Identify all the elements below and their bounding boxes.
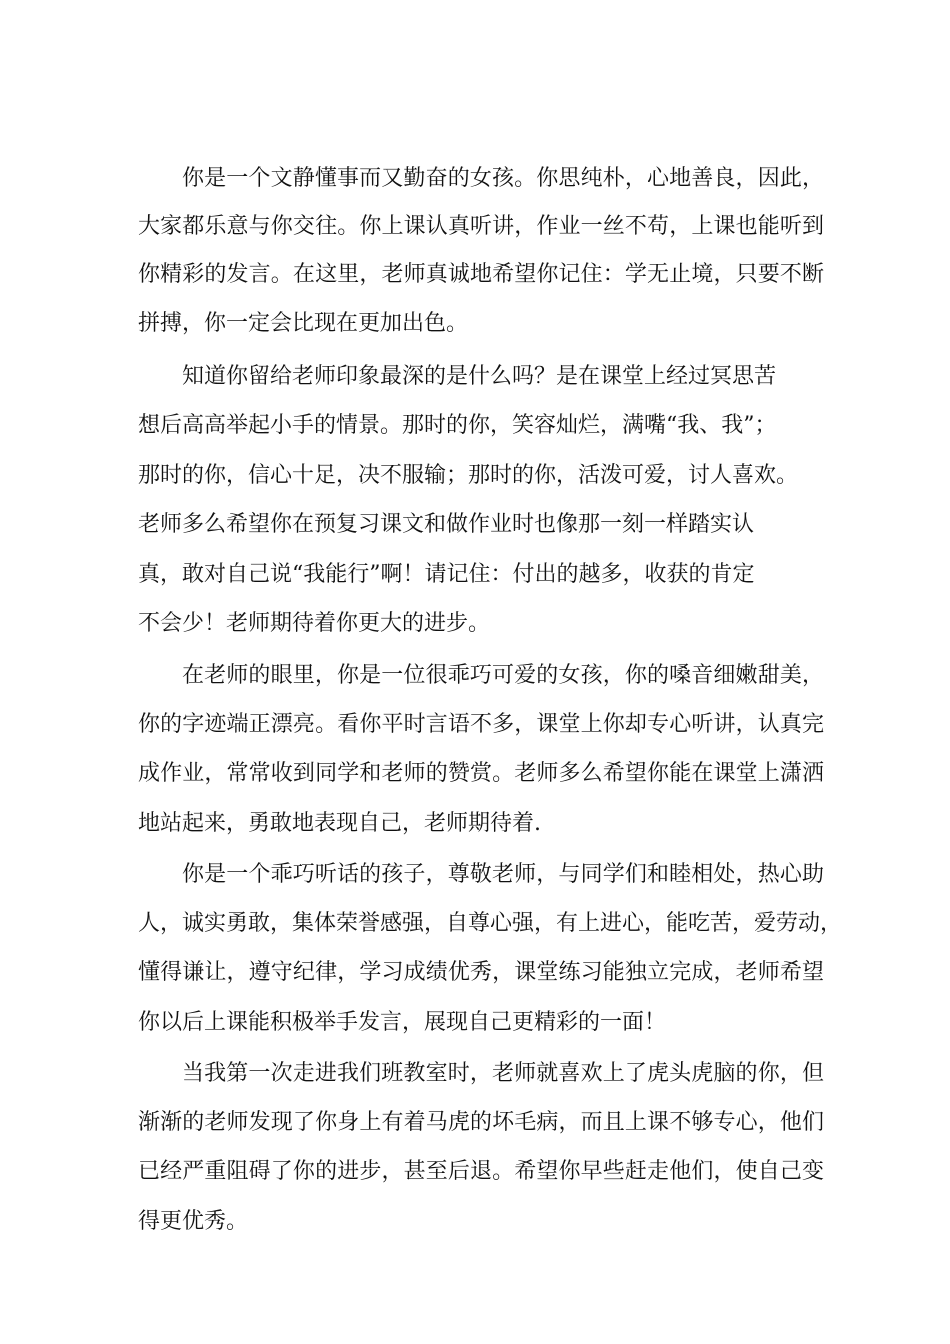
paragraph-line: 渐渐的老师发现了你身上有着马虎的坏毛病，而且上课不够专心，他们	[138, 1110, 824, 1135]
paragraph-line: 你精彩的发言。在这里，老师真诚地希望你记住：学无止境，只要不断	[138, 262, 824, 287]
paragraph-line: 知道你留给老师印象最深的是什么吗？是在课堂上经过冥思苦	[182, 364, 777, 389]
paragraph-line: 那时的你，信心十足，决不服输；那时的你，活泼可爱，讨人喜欢。	[138, 463, 799, 488]
paragraph-line: 当我第一次走进我们班教室时，老师就喜欢上了虎头虎脑的你，但	[182, 1061, 824, 1086]
paragraph-line: 不会少！老师期待着你更大的进步。	[138, 611, 491, 636]
paragraph-line: 你是一个文静懂事而又勤奋的女孩。你思纯朴，心地善良，因此，	[182, 166, 824, 191]
paragraph-line: 老师多么希望你在预复习课文和做作业时也像那一刻一样踏实认	[138, 512, 755, 537]
paragraph-line: 成作业，常常收到同学和老师的赞赏。老师多么希望你能在课堂上潇洒	[138, 761, 824, 786]
paragraph-line: 真，敢对自己说“我能行”啊！请记住：付出的越多，收获的肯定	[138, 562, 755, 587]
paragraph-line: 拼搏，你一定会比现在更加出色。	[138, 311, 469, 336]
paragraph-line: 得更优秀。	[138, 1209, 249, 1234]
paragraph-line: 在老师的眼里，你是一位很乖巧可爱的女孩，你的嗓音细嫩甜美，	[182, 663, 824, 688]
paragraph-line: 你是一个乖巧听话的孩子，尊敬老师，与同学们和睦相处，热心助	[182, 862, 824, 887]
paragraph-line: 大家都乐意与你交往。你上课认真听讲，作业一丝不苟，上课也能听到	[138, 214, 824, 239]
paragraph-line: 懂得谦让，遵守纪律，学习成绩优秀，课堂练习能独立完成，老师希望	[138, 960, 824, 985]
paragraph-line: 想后高高举起小手的情景。那时的你，笑容灿烂，满嘴“我、我”；	[138, 413, 777, 438]
paragraph-line: 你以后上课能积极举手发言，展现自己更精彩的一面！	[138, 1010, 667, 1035]
paragraph-line: 你的字迹端正漂亮。看你平时言语不多，课堂上你却专心听讲，认真完	[138, 712, 824, 737]
paragraph-line: 人，诚实勇敢，集体荣誉感强，自尊心强，有上进心，能吃苦，爱劳动，	[138, 911, 843, 936]
paragraph-line: 已经严重阻碍了你的进步，甚至后退。希望你早些赶走他们，使自己变	[138, 1159, 824, 1184]
paragraph-line: 地站起来，勇敢地表现自己，老师期待着.	[138, 811, 541, 836]
